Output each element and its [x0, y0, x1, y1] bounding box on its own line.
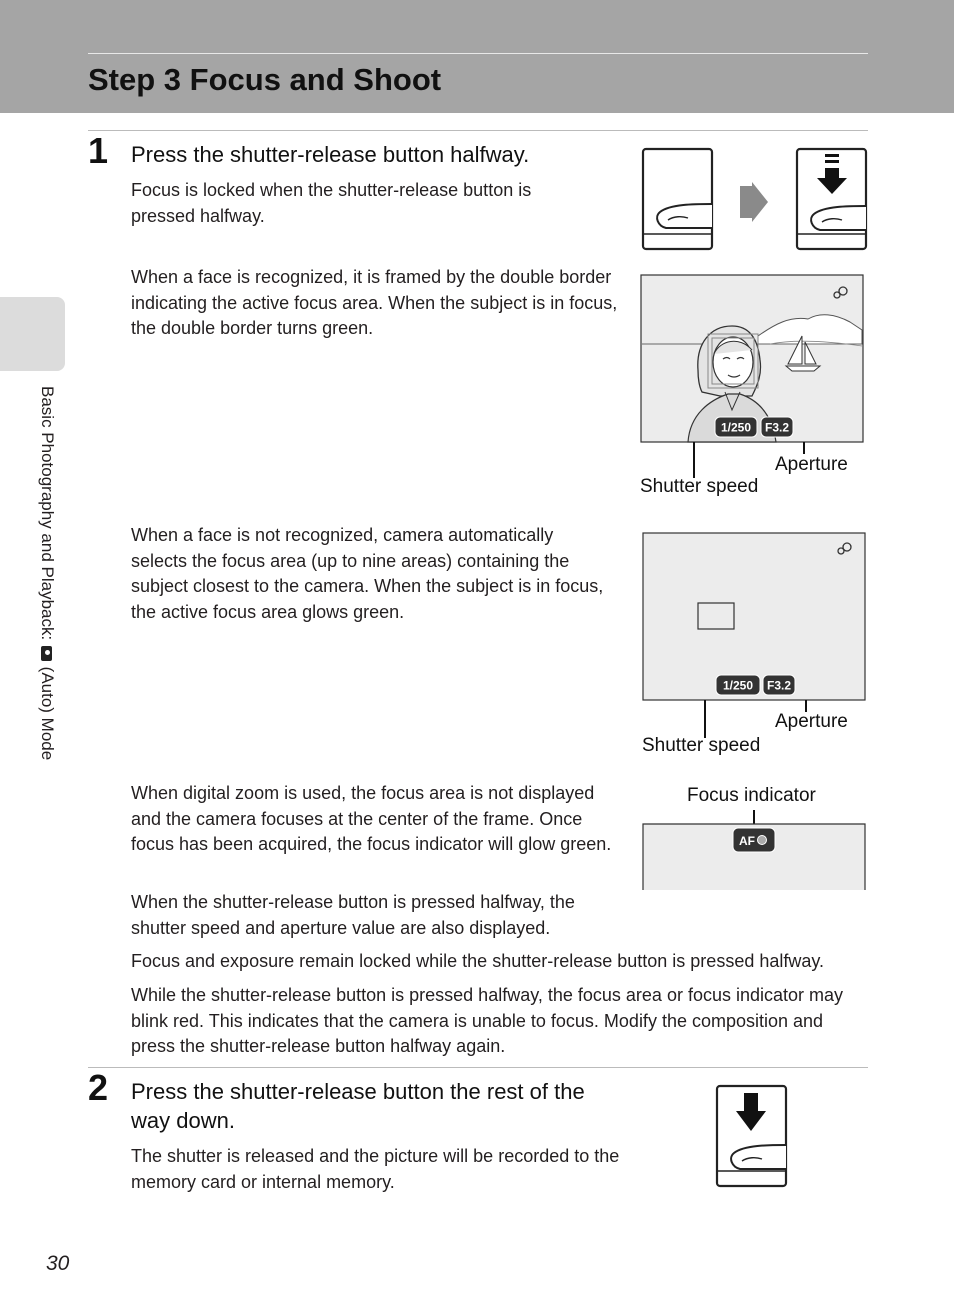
- focus-indicator-figure: [642, 808, 868, 892]
- focus-indicator-dot: [758, 836, 767, 845]
- step2-number: 2: [88, 1067, 109, 1108]
- chapter-label-suffix: (Auto) Mode: [38, 661, 57, 761]
- aperture-value-noface: F3.2: [766, 678, 792, 693]
- step1-rule: [88, 130, 868, 131]
- step1-para-values: When the shutter-release button is pressed halfway, the shutter speed and aperture value are also displayed.: [131, 892, 575, 938]
- face-recognized-figure: [640, 274, 866, 444]
- half-press-illustration: [640, 146, 870, 254]
- camera-icon: [41, 646, 52, 661]
- shutter-value-face: 1/250: [720, 420, 752, 435]
- aperture-label-noface: Aperture: [775, 711, 848, 732]
- aperture-label-face: Aperture: [775, 454, 848, 475]
- step1-number: 1: [88, 130, 109, 171]
- step2-para: The shutter is released and the picture will be recorded to the memory card or internal memory.: [131, 1146, 620, 1192]
- step1-para-noface: When a face is not recognized, camera automatically selects the focus area (up to nine areas) containing the subject closest to the camera. When the subject is in focus, the active focus area glows green.: [131, 525, 604, 622]
- arrow-right-icon: [740, 182, 768, 222]
- focus-indicator-label: Focus indicator: [687, 785, 816, 806]
- shutter-label-noface: Shutter speed: [642, 735, 761, 756]
- no-face-figure: [642, 532, 868, 704]
- step1-para-locked: Focus is locked when the shutter-release button is pressed halfway.: [131, 180, 532, 226]
- header-rule: [88, 53, 868, 54]
- af-indicator-text: AF: [739, 834, 755, 848]
- page-number: 30: [46, 1252, 70, 1275]
- shutter-value-noface: 1/250: [722, 678, 754, 693]
- page-title: Step 3 Focus and Shoot: [88, 62, 442, 97]
- step2-heading: Press the shutter-release button the rest of the way down.: [131, 1079, 585, 1133]
- step1-para-exposure: Focus and exposure remain locked while the shutter-release button is pressed halfway.: [131, 951, 825, 971]
- step1-para-blink: While the shutter-release button is pressed halfway, the focus area or focus indicator may blink red. This indicates that the camera is unable to focus. Modify the composition and press the shutter-release button halfway again.: [131, 985, 844, 1056]
- full-press-illustration: [714, 1083, 790, 1189]
- chapter-tab: [0, 297, 65, 371]
- step2-rule: [88, 1067, 868, 1068]
- step1-para-zoom: When digital zoom is used, the focus area is not displayed and the camera focuses at the center of the frame. Once focus has been acquired, the focus indicator will glow green.: [131, 783, 612, 854]
- step1-heading: Press the shutter-release button halfway.: [131, 142, 530, 167]
- shutter-label-face: Shutter speed: [640, 476, 759, 497]
- chapter-label-prefix: Basic Photography and Playback:: [38, 386, 57, 645]
- aperture-value-face: F3.2: [764, 420, 790, 435]
- chapter-label: [36, 386, 58, 806]
- step1-para-face: When a face is recognized, it is framed by the double border indicating the active focus area. When the subject is in focus, the double border turns green.: [131, 267, 618, 338]
